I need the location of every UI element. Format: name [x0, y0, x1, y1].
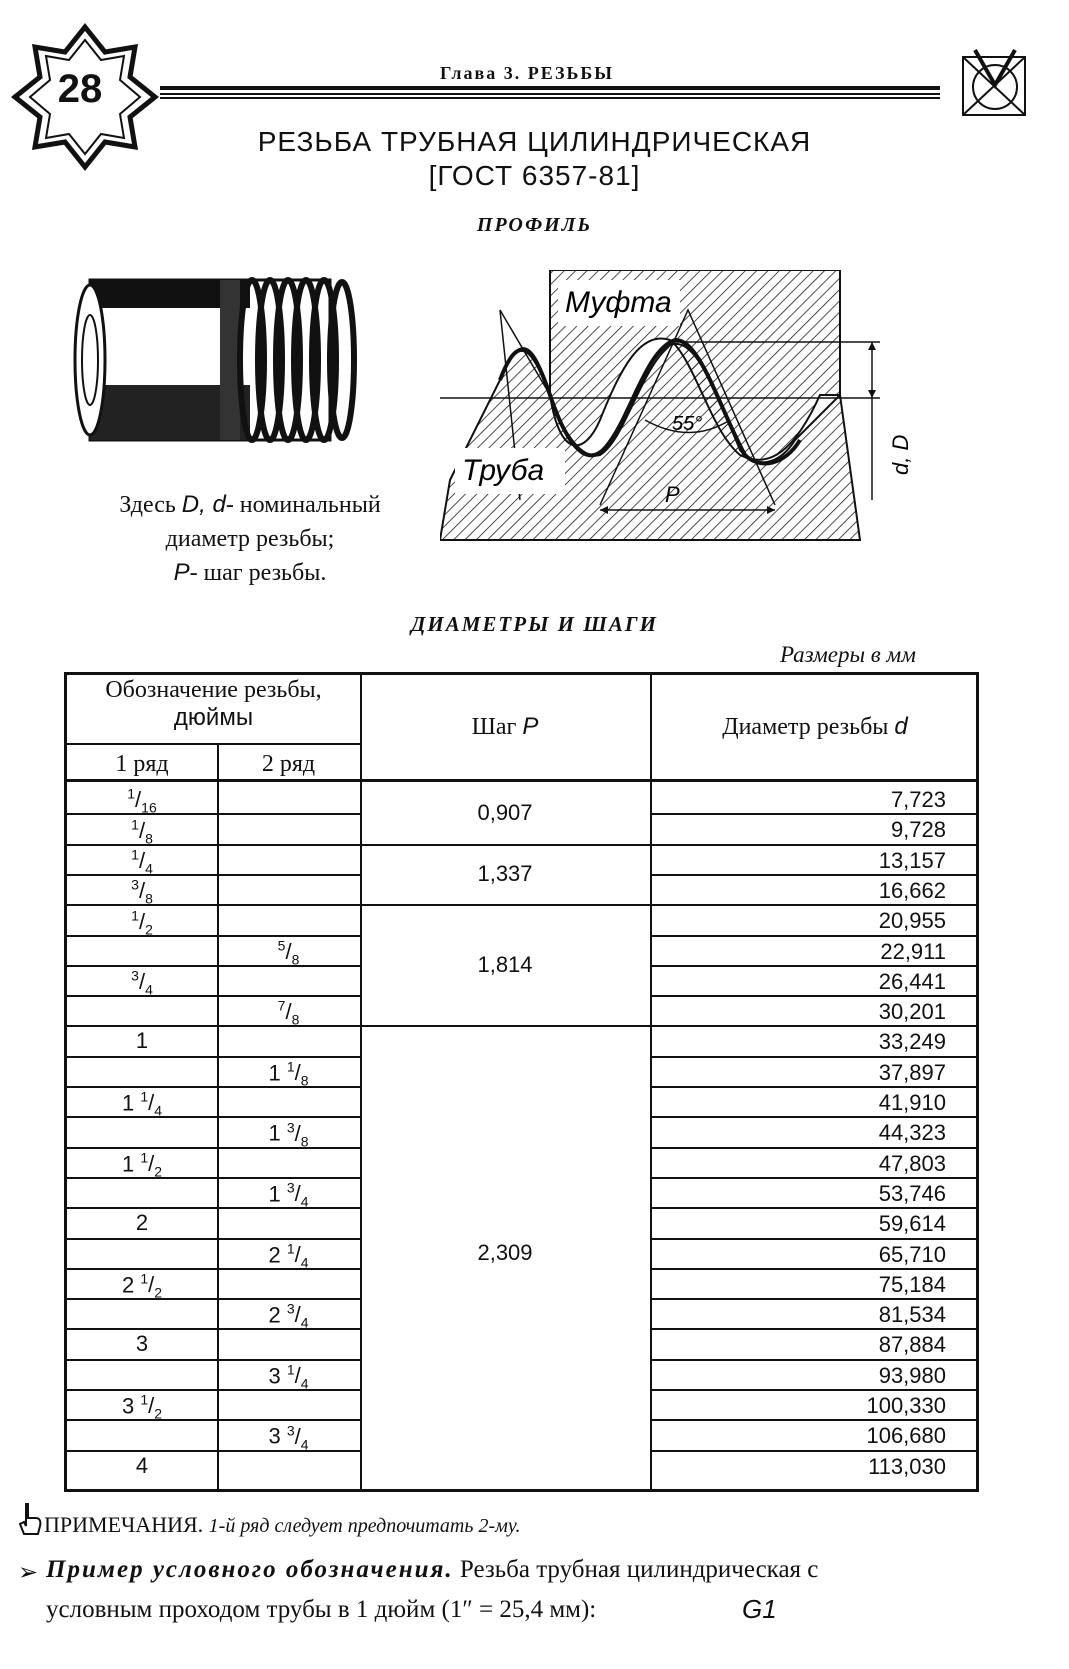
- row1-designation: 1 $^1/_4$: [121, 1089, 163, 1119]
- thread-diameter: 30,201: [878, 999, 946, 1025]
- row1-designation: $^1/_8$: [131, 816, 153, 847]
- table-heading: ДИАМЕТРЫ И ШАГИ: [411, 612, 658, 636]
- thread-diameter: 7,723: [890, 787, 946, 812]
- pointing-hand-icon: [14, 1502, 44, 1538]
- header-rule: [160, 84, 940, 104]
- pipe-label: Труба: [462, 454, 545, 487]
- thread-diameter: 53,746: [878, 1180, 946, 1206]
- thread-diameter: 93,980: [878, 1362, 946, 1388]
- row2-designation: 1 $^3/_4$: [268, 1179, 309, 1210]
- row1-designation: $^1/_{16}$: [127, 786, 157, 816]
- diameter-label: d, D: [888, 434, 913, 475]
- header-diameter: Диаметр резьбы d: [722, 713, 908, 740]
- row2-designation: 1 $^3/_8$: [268, 1119, 309, 1150]
- row2-designation: 2 $^3/_4$: [268, 1301, 309, 1331]
- header-designation: Обозначение резьбы, дюймы: [105, 677, 322, 731]
- publisher-logo-icon: [955, 45, 1035, 125]
- row1-designation: $^1/_4$: [131, 846, 153, 877]
- thread-step: 1,337: [477, 860, 533, 886]
- diameters-table: [64, 672, 979, 1492]
- thread-diameter: 81,534: [878, 1302, 946, 1328]
- thread-diameter: 9,728: [890, 817, 946, 843]
- header-step: Шаг P: [471, 713, 539, 740]
- example-line1: Пример условного обозначения. Резьба трубная цилиндрическая с: [46, 1556, 819, 1583]
- thread-diameter: 106,680: [866, 1423, 946, 1449]
- thread-diameter: 113,030: [868, 1453, 946, 1479]
- thread-diameter: 26,441: [878, 968, 946, 994]
- page-number: 28: [57, 67, 103, 111]
- coupling-label: Муфта: [565, 286, 672, 319]
- example-code: G1: [742, 1594, 777, 1624]
- row1-designation: 2 $^1/_2$: [121, 1270, 163, 1301]
- profile-explanation: Здесь D, d- номинальный диаметр резьбы; P- шаг резьбы.: [119, 491, 381, 586]
- thread-diameter: 22,911: [880, 938, 946, 964]
- row1-designation: 4: [135, 1452, 149, 1478]
- angle-label: 55°: [672, 413, 703, 435]
- pitch-label: P: [665, 482, 680, 507]
- thread-diameter: 41,910: [878, 1090, 946, 1115]
- thread-diameter: 16,662: [878, 877, 946, 903]
- thread-step: 2,309: [477, 1239, 533, 1265]
- thread-diameter: 87,884: [878, 1332, 946, 1358]
- row1-designation: 1: [135, 1028, 149, 1054]
- row2-designation: 1 $^1/_8$: [268, 1058, 309, 1089]
- units-note: Размеры в мм: [780, 642, 916, 667]
- row1-designation: $^3/_4$: [131, 967, 153, 998]
- thread-diameter: 44,323: [878, 1120, 946, 1146]
- thread-profile-diagram: [440, 270, 960, 590]
- row2-designation: 3 $^1/_4$: [268, 1361, 309, 1392]
- page-title-line1: РЕЗЬБА ТРУБНАЯ ЦИЛИНДРИЧЕСКАЯ: [257, 126, 812, 157]
- row2-designation: $^5/_8$: [277, 937, 300, 968]
- thread-diameter: 47,803: [878, 1150, 946, 1176]
- page-title-line2: [ГОСТ 6357-81]: [428, 160, 641, 191]
- header-row1: 1 ряд: [115, 751, 169, 777]
- row2-designation: $^7/_8$: [277, 998, 300, 1028]
- row1-designation: $^1/_2$: [131, 907, 153, 937]
- profile-heading: ПРОФИЛЬ: [476, 214, 593, 236]
- pipe-thread-illustration: [70, 270, 390, 450]
- thread-step: 1,814: [477, 951, 533, 977]
- row2-designation: 3 $^3/_4$: [268, 1422, 309, 1453]
- thread-diameter: 75,184: [878, 1271, 946, 1297]
- row1-designation: 1 $^1/_2$: [121, 1149, 163, 1180]
- thread-diameter: 65,710: [878, 1241, 946, 1267]
- thread-diameter: 33,249: [878, 1029, 946, 1055]
- notes: ПРИМЕЧАНИЯ. 1-й ряд следует предпочитать 2-му.: [44, 1512, 521, 1537]
- chapter-title: Глава 3. РЕЗЬБЫ: [440, 63, 614, 83]
- arrow-bullet-icon: ➢: [18, 1560, 39, 1586]
- row1-designation: 3: [135, 1331, 149, 1357]
- row2-designation: 2 $^1/_4$: [268, 1240, 309, 1271]
- row1-designation: 3 $^1/_2$: [121, 1392, 163, 1422]
- thread-diameter: 37,897: [878, 1059, 946, 1085]
- thread-step: 0,907: [477, 800, 533, 826]
- thread-diameter: 100,330: [866, 1393, 946, 1418]
- thread-diameter: 59,614: [878, 1211, 946, 1237]
- header-row2: 2 ряд: [261, 751, 316, 777]
- example-line2: условным проходом трубы в 1 дюйм (1″ = 25,4 мм):: [46, 1596, 597, 1623]
- thread-diameter: 13,157: [878, 847, 946, 873]
- row1-designation: $^3/_8$: [131, 876, 153, 907]
- row1-designation: 2: [135, 1210, 149, 1236]
- thread-diameter: 20,955: [878, 908, 946, 934]
